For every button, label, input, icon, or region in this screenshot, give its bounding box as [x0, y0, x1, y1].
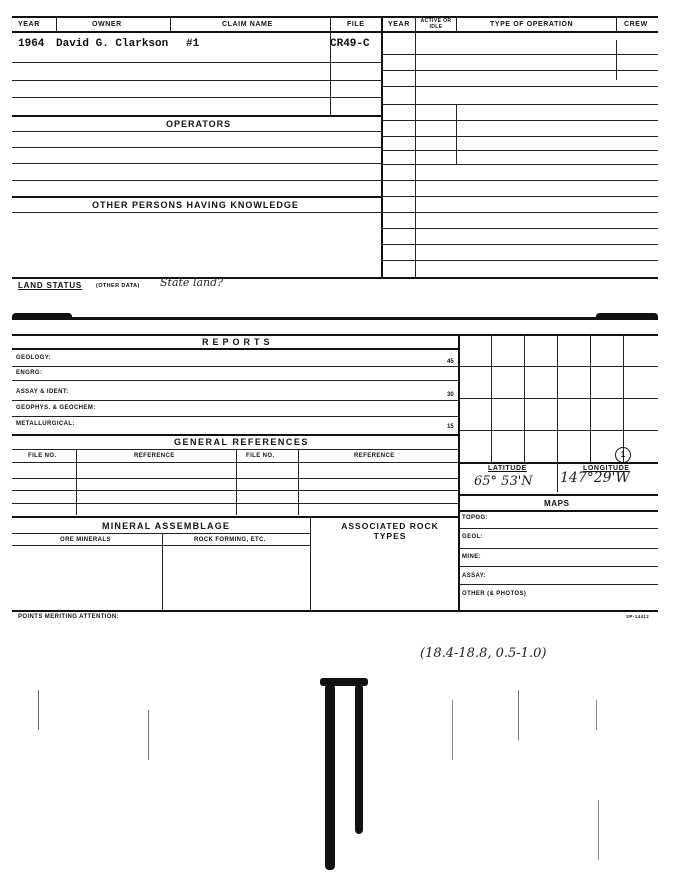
assay-label: ASSAY & IDENT: — [16, 389, 69, 395]
rule-line — [12, 503, 458, 504]
entry-file: CR49-C — [330, 38, 370, 50]
latitude-label: LATITUDE — [488, 465, 527, 472]
entry-owner: David G. Clarkson — [56, 38, 169, 50]
form-code: SP-14412 — [626, 614, 650, 619]
rule-line — [12, 462, 458, 463]
rule-line — [12, 334, 658, 336]
tick-30: 30 — [447, 392, 454, 398]
divider — [236, 449, 237, 515]
ore-minerals-label: ORE MINERALS — [60, 537, 111, 543]
assay-map-label: ASSAY: — [462, 573, 487, 579]
scan-mark — [452, 700, 453, 760]
rule-line — [12, 62, 382, 63]
divider — [616, 16, 617, 32]
rule-line — [458, 366, 658, 367]
scan-mark — [38, 690, 39, 730]
rule-line — [12, 196, 382, 198]
rule-line — [12, 180, 382, 181]
associated-rock-types-heading: ASSOCIATED ROCK TYPES — [341, 521, 439, 541]
general-references-heading: GENERAL REFERENCES — [174, 437, 309, 447]
header-bottom-line — [12, 31, 658, 33]
divider — [458, 334, 460, 610]
geology-label: GEOLOGY: — [16, 355, 52, 361]
rule-line — [12, 400, 458, 401]
rule-line — [12, 80, 382, 81]
geol-label: GEOL: — [462, 534, 483, 540]
col-type-operation-label: TYPE OF OPERATION — [490, 21, 574, 28]
metallurgical-label: METALLURGICAL: — [16, 421, 75, 427]
rule-line — [382, 120, 658, 121]
rock-forming-label: ROCK FORMING, ETC. — [194, 537, 266, 543]
points-meriting-label: POINTS MERITING ATTENTION: — [18, 614, 120, 620]
divider — [298, 449, 299, 515]
rule-line — [12, 97, 382, 98]
geophys-label: GEOPHYS. & GEOCHEM: — [16, 405, 96, 411]
rule-line — [382, 244, 658, 245]
maps-heading: MAPS — [544, 499, 570, 508]
rule-line — [458, 462, 658, 464]
operators-heading: OPERATORS — [166, 119, 232, 129]
smudge-right — [596, 313, 658, 320]
col-claim-name-label: CLAIM NAME — [222, 21, 273, 28]
longitude-label: LONGITUDE — [583, 465, 630, 472]
smudge-bar — [12, 317, 658, 320]
divider — [456, 16, 457, 32]
rule-line — [382, 196, 658, 197]
col-year2-label: YEAR — [388, 21, 410, 28]
latitude-value: 65° 53'N — [474, 474, 533, 489]
rule-line — [12, 449, 458, 450]
rule-line — [382, 164, 658, 165]
engrg-label: ENGRG: — [16, 370, 43, 376]
scan-artifact-right — [355, 684, 363, 834]
rule-line — [12, 516, 458, 518]
rule-line — [12, 434, 458, 436]
land-status-label: LAND STATUS — [18, 281, 83, 290]
rule-line — [12, 147, 382, 148]
rule-line — [12, 212, 382, 213]
divider — [557, 462, 558, 492]
divider — [76, 449, 77, 515]
rule-line — [12, 416, 458, 417]
rule-line — [382, 228, 658, 229]
ref-reference-1: REFERENCE — [134, 453, 175, 459]
rule-line — [458, 398, 658, 399]
rule-line — [458, 510, 658, 512]
tick-15: 15 — [447, 424, 454, 430]
other-photos-label: OTHER (& PHOTOS) — [462, 591, 527, 597]
rule-line — [12, 131, 382, 132]
rule-line — [458, 584, 658, 585]
rule-line — [12, 163, 382, 164]
scan-mark — [148, 710, 149, 760]
reports-heading: REPORTS — [202, 337, 274, 347]
divider — [415, 16, 416, 278]
rule-line — [12, 277, 658, 279]
rule-line — [382, 86, 658, 87]
top-border — [12, 16, 658, 18]
rule-line — [458, 528, 658, 529]
land-status-value: State land? — [160, 276, 224, 289]
longitude-value: 147°29'W — [560, 470, 630, 486]
rule-line — [12, 380, 458, 381]
rule-line — [12, 348, 458, 350]
rule-line — [458, 566, 658, 567]
handwritten-note: (18.4-18.8, 0.5-1.0) — [420, 646, 547, 661]
rule-line — [12, 610, 658, 612]
rule-line — [12, 366, 458, 367]
topog-label: TOPOG: — [462, 515, 488, 521]
ref-file-no-1: FILE NO. — [28, 453, 57, 459]
rule-line — [12, 478, 458, 479]
mineral-assemblage-heading: MINERAL ASSEMBLAGE — [102, 521, 231, 531]
entry-claim: #1 — [186, 38, 200, 50]
rule-line — [382, 136, 658, 137]
rule-line — [12, 115, 382, 117]
scan-mark — [518, 690, 519, 740]
ref-file-no-2: FILE NO. — [246, 453, 275, 459]
col-year-label: YEAR — [18, 21, 40, 28]
scan-mark — [596, 700, 597, 730]
divider — [56, 16, 57, 32]
rule-line — [382, 260, 658, 261]
rule-line — [382, 212, 658, 213]
rule-line — [382, 180, 658, 181]
col-crew-label: CREW — [624, 21, 648, 28]
divider — [616, 40, 617, 80]
tick-45: 45 — [447, 359, 454, 365]
rule-line — [12, 533, 310, 534]
mine-label: MINE: — [462, 554, 481, 560]
entry-year: 1964 — [18, 38, 45, 50]
rule-line — [382, 104, 658, 105]
col-active-label: ACTIVE OR IDLE — [420, 18, 452, 30]
divider — [170, 16, 171, 32]
divider — [310, 516, 311, 610]
col-owner-label: OWNER — [92, 21, 122, 28]
ref-reference-2: REFERENCE — [354, 453, 395, 459]
rule-line — [382, 150, 658, 151]
other-persons-heading: OTHER PERSONS HAVING KNOWLEDGE — [92, 200, 299, 210]
divider — [456, 104, 457, 164]
divider — [330, 16, 331, 32]
circled-mark: 1 — [615, 447, 631, 463]
rule-line — [458, 548, 658, 549]
col-file-label: FILE — [347, 21, 365, 28]
land-status-sub: (OTHER DATA) — [96, 283, 140, 289]
scan-artifact-left — [325, 684, 335, 870]
divider — [330, 32, 331, 116]
rule-line — [12, 545, 310, 546]
scan-mark — [598, 800, 599, 860]
rule-line — [458, 494, 658, 496]
rule-line — [12, 490, 458, 491]
rule-line — [458, 430, 658, 431]
smudge-left — [12, 313, 72, 320]
